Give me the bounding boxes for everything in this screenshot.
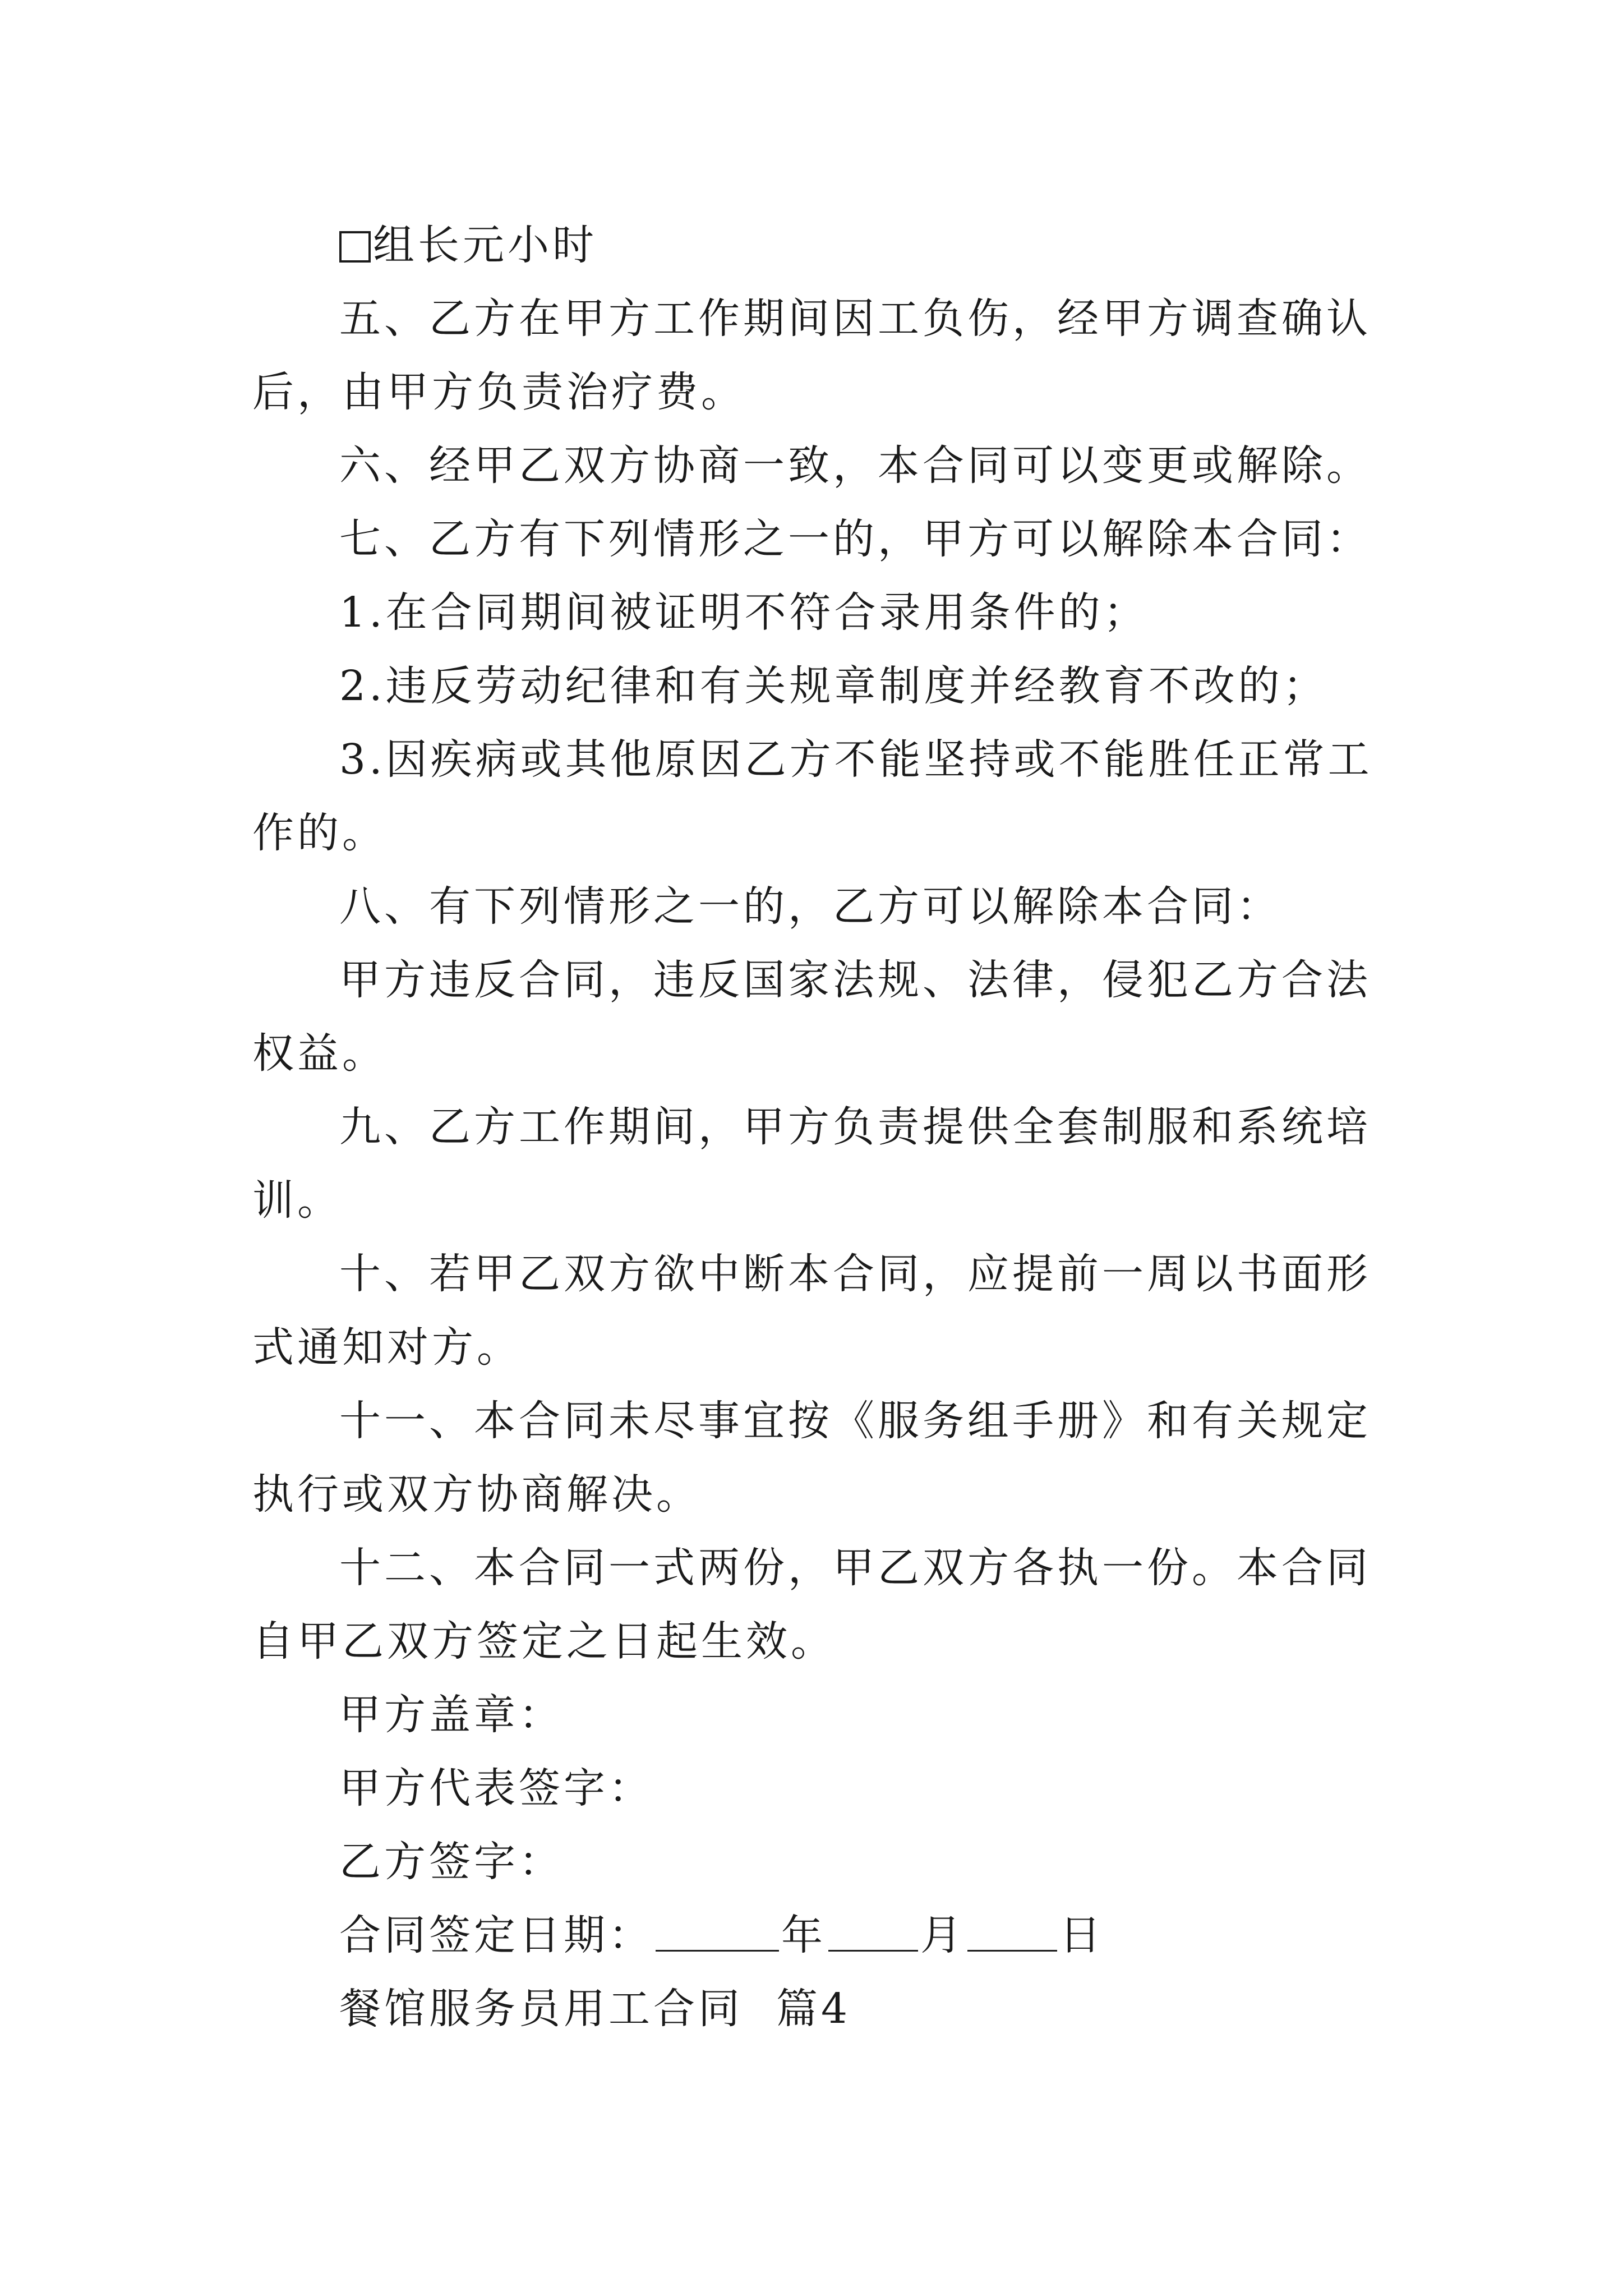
year-label: 年 <box>781 1911 826 1959</box>
clause-6: 六、经甲乙双方协商一致，本合同可以变更或解除。 <box>339 441 1371 490</box>
clause-11: 十一、本合同未尽事宜按《服务组手册》和有关规定执行或双方协商解决。 <box>252 1397 1371 1519</box>
clause-8-item: 甲方违反合同，违反国家法规、法律，侵犯乙方合法权益。 <box>252 956 1371 1078</box>
clause-12: 十二、本合同一式两份，甲乙双方各执一份。本合同自甲乙双方签定之日起生效。 <box>252 1544 1371 1665</box>
document-body <box>252 209 1391 2046</box>
clause-7-item-2: 2.违反劳动纪律和有关规章制度并经教育不改的； <box>339 662 1328 710</box>
month-blank <box>828 1908 918 1952</box>
clause-10: 十、若甲乙双方欲中断本合同，应提前一周以书面形式通知对方。 <box>252 1250 1371 1372</box>
clause-7-item-3: 3.因疾病或其他原因乙方不能坚持或不能胜任正常工作的。 <box>252 735 1373 857</box>
clause-5: 五、乙方在甲方工作期间因工负伤，经甲方调查确认后，由甲方负责治疗费。 <box>252 295 1371 416</box>
checkbox-icon <box>339 231 371 263</box>
clause-7: 七、乙方有下列情形之一的，甲方可以解除本合同： <box>339 515 1371 563</box>
day-blank <box>967 1908 1057 1952</box>
contract-date-line <box>252 1899 1391 1972</box>
party-b-signature-label: 乙方签字： <box>339 1838 564 1886</box>
party-a-seal-label: 甲方盖章： <box>339 1691 564 1739</box>
paragraph-team-leader-rate: 组长元小时 <box>252 209 1391 282</box>
day-label: 日 <box>1059 1911 1104 1959</box>
clause-7-item-1: 1.在合同期间被证明不符合录用条件的； <box>339 588 1149 637</box>
party-a-rep-signature-label: 甲方代表签字： <box>339 1764 653 1812</box>
next-section-title: 餐馆服务员用工合同 篇4 <box>339 1985 851 2033</box>
clause-8: 八、有下列情形之一的，乙方可以解除本合同： <box>339 882 1281 931</box>
year-blank <box>656 1908 779 1952</box>
clause-9: 九、乙方工作期间，甲方负责提供全套制服和系统培训。 <box>252 1103 1371 1225</box>
month-label: 月 <box>920 1911 965 1959</box>
contract-date-label: 合同签定日期： <box>339 1911 653 1959</box>
